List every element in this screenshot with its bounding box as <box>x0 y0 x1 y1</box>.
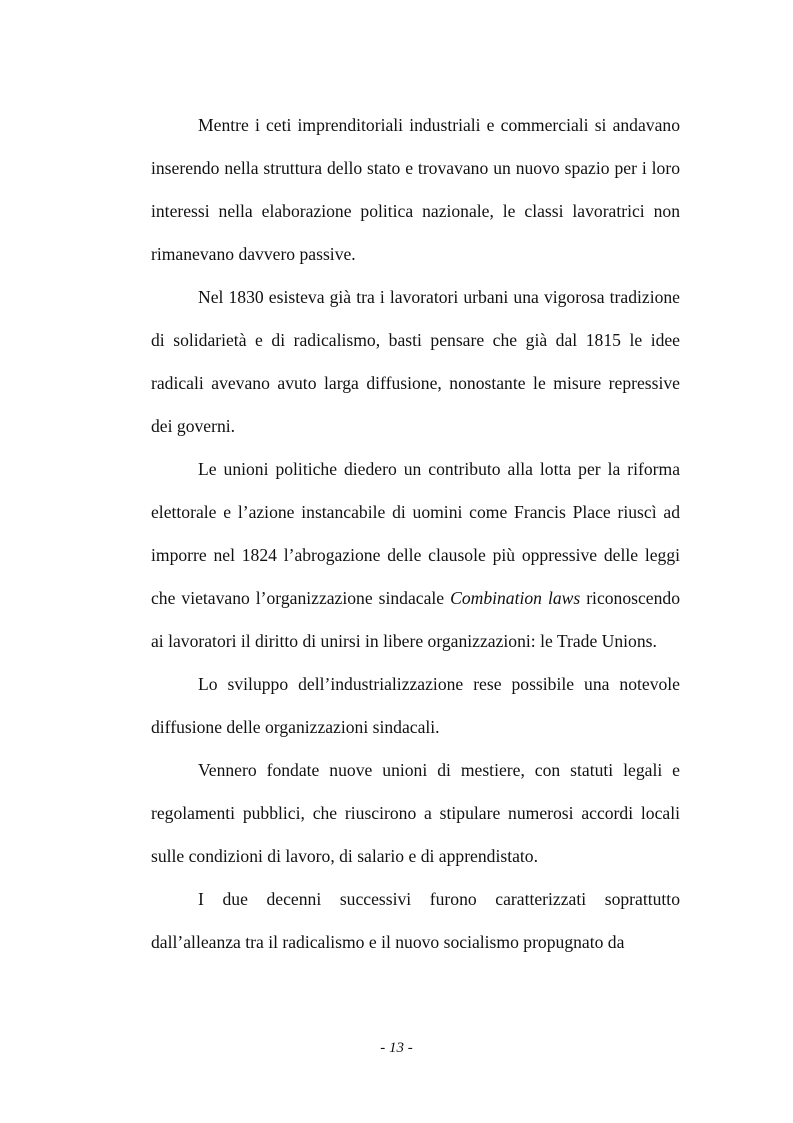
paragraph-3-text-before: Le unioni politiche diedero un contributo alla lotta per la riforma elettorale e l’azione instancabile di uomini come Francis Place riuscì ad imporre nel 1824 l’abrogazione delle clausole più oppressive delle leggi che vietavano l’organizzazione sindacale <box>151 459 680 608</box>
paragraph-2: Nel 1830 esisteva già tra i lavoratori urbani una vigorosa tradizione di solidarietà e di radicalismo, basti pensare che già dal 1815 le idee radicali avevano avuto larga diffusione, nonostante le misure repressive dei governi. <box>151 287 680 436</box>
paragraph-3-italic-term: Combination laws <box>450 588 581 608</box>
paragraph-6: I due decenni successivi furono caratterizzati soprattutto dall’alleanza tra il radicalismo e il nuovo socialismo propugnato da <box>151 889 680 952</box>
page-number: - 13 - <box>380 1040 413 1056</box>
paragraph-3 <box>151 448 680 663</box>
paragraph-1: Mentre i ceti imprenditoriali industriali e commerciali si andavano inserendo nella struttura dello stato e trovavano un nuovo spazio per i loro interessi nella elaborazione politica nazionale, le classi lavoratrici non rimanevano davvero passive. <box>151 115 680 264</box>
paragraph-3-text-after: riconoscendo ai lavoratori il diritto di unirsi in libere organizzazioni: le Trade Unions. <box>151 588 680 651</box>
paragraph-5: Vennero fondate nuove unioni di mestiere, con statuti legali e regolamenti pubblici, che riuscirono a stipulare numerosi accordi locali sulle condizioni di lavoro, di salario e di apprendistato. <box>151 760 680 866</box>
paragraph-4: Lo sviluppo dell’industrializzazione rese possibile una notevole diffusione delle organizzazioni sindacali. <box>151 674 680 737</box>
document-body <box>151 104 680 964</box>
